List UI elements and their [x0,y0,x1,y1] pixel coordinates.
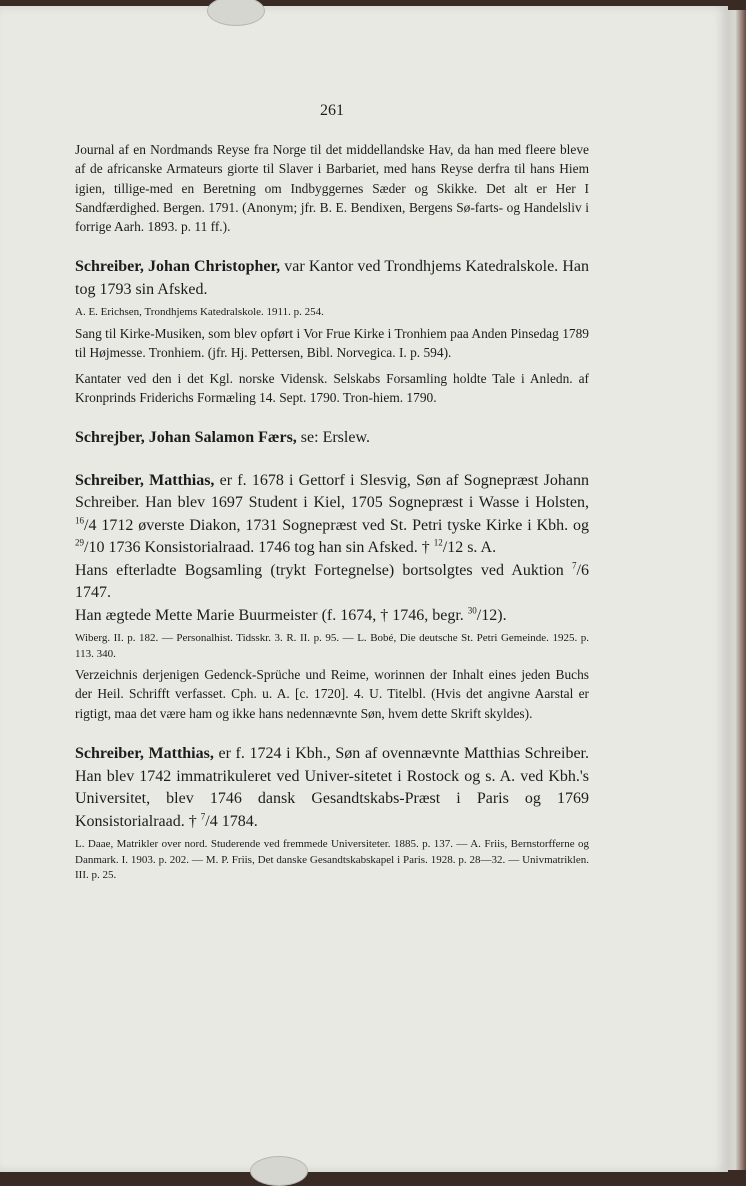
entry-text: var Kantor ved Trondhjems Katedralskole. Han tog 1793 sin Afsked. [75,258,589,298]
entry-text: er f. 1724 i Kbh., Søn af ovennævnte Matthias Schreiber. Han blev 1742 immatrikuleret ved Univer-sitetet i Rostock og s. A. ved Kbh.'s Universitet, blev 1746 dansk Gesandtskabs-Præst i Paris og 1769 Konsistorialraad. † [75,745,590,830]
fraction-denominator: /12 [476,606,498,624]
entry-work: Verzeichnis derjenigen Gedenck-Sprüche und Reime, worinnen der Inhalt eines jeden Buchs der Heil. Schrifft verfasset. Cph. u. A. [c. 1720]. 4. U. Titelbl. (Hvis det angivne Aarstal er rigtigt, maa det være ham og ikke hans nedennævnte Søn, hvem dette Skrift skyldes). [75,667,589,721]
entry-work: Sang til Kirke-Musiken, som blev opført i Vor Frue Kirke i Tronhiem paa Anden Pinsedag 1789 til Højmesse. Tronhiem. (jfr. Hj. Pettersen, Bibl. Norvegica. I. p. 594). [75,325,589,361]
entry-text: s. A. [463,539,497,557]
entry-name: Schreiber, Matthias, [75,471,215,489]
entry-text: 1736 Konsistorialraad. 1746 tog han sin Afsked. † [104,539,434,557]
fraction-numerator: 30 [467,605,477,616]
fraction-numerator: 16 [75,515,84,526]
entry-text: er f. 1678 i Gettorf i Slesvig, Søn af Sognepræst Johann Schreiber. Han blev 1697 Student i Kiel, 1705 Sognepræst i Wasse i Holsten, [75,471,590,512]
fraction-numerator: 29 [75,537,84,548]
entry-text: 1784. [217,812,258,830]
fraction-denominator: /10 [84,539,105,557]
entry-text: Hans efterladte Bogsamling (trykt Fortegnelse) bortsolgtes ved Auktion [75,561,573,579]
entry-text: se: Erslew. [296,429,370,447]
entry-schreiber-johan-christopher [75,256,589,301]
entry-schrejber-johan-salamon [75,427,589,450]
entry-text: 1712 øverste Diakon, 1731 Sognepræst ved St. Petri tyske Kirke i Kbh. og [96,516,589,534]
entry-text: Han ægtede Mette Marie Buurmeister (f. 1674, † 1746, begr. [75,606,468,624]
fraction-denominator: /6 [576,561,589,579]
entry-reference: A. E. Erichsen, Trondhjems Katedralskole. 1911. p. 254. [75,306,324,319]
fraction-denominator: /4 [84,516,97,534]
entry-reference: L. Daae, Matrikler over nord. Studerende ved fremmede Universiteter. 1885. p. 137. — A. Friis, Bernstorfferne og Danmark. I. 1903. p. 202. — M. P. Friis, Det danske Gesandtskabskapel i Paris. 1928. p. 28—32. — Univmatriklen. III. p. 25. [75,838,589,882]
entry-work: Kantater ved den i det Kgl. norske Vidensk. Selskabs Forsamling holdte Tale i Anledn. af Kronprinds Friderichs Formæling 14. Sept. 1790. Tron-hiem. 1790. [75,370,589,405]
page-content [75,102,589,884]
entry-name: Schreiber, Matthias, [75,745,214,763]
intro-paragraph: Journal af en Nordmands Reyse fra Norge til det middellandske Hav, da han med fleere bleve af de africanske Armateurs giorte til Slaver i Barbariet, med hans Reyse derfra til hans Hiem igien, tillige-med en Beretning om Indbyggernes Sæder og Skikke. Det alt er Her I Sandfærdighed. Bergen. 1791. (Anonym; jfr. B. E. Bendixen, Bergens Sø-farts- og Handelsliv i forrige Aarh. 1893. p. 11 ff.). [75,142,589,235]
binding-hole-top [207,0,265,26]
entry-paragraph [75,560,589,605]
entry-text: ). [497,606,507,624]
entry-name: Schrejber, Johan Salamon Færs, [75,429,297,447]
entry-schreiber-matthias-1724 [75,743,589,833]
entry-reference: Wiberg. II. p. 182. — Personalhist. Tidsskr. 3. R. II. p. 95. — L. Bobé, Die deutsche St. Petri Gemeinde. 1925. p. 113. 340. [75,632,589,660]
fraction-numerator: 12 [433,537,443,548]
fraction-denominator: /12 [442,539,464,557]
entry-name: Schreiber, Johan Christopher, [75,258,281,276]
page-edge [728,10,746,1170]
entry-text: 1747. [75,584,111,602]
page-number: 261 [320,102,344,119]
fraction-denominator: /4 [205,812,218,830]
entry-schreiber-matthias-1678 [75,470,589,560]
book-page [0,6,728,1172]
entry-paragraph [75,605,589,628]
fraction-numerator: 7 [200,811,206,822]
fraction-numerator: 7 [572,560,577,571]
binding-hole-bottom [250,1156,308,1186]
